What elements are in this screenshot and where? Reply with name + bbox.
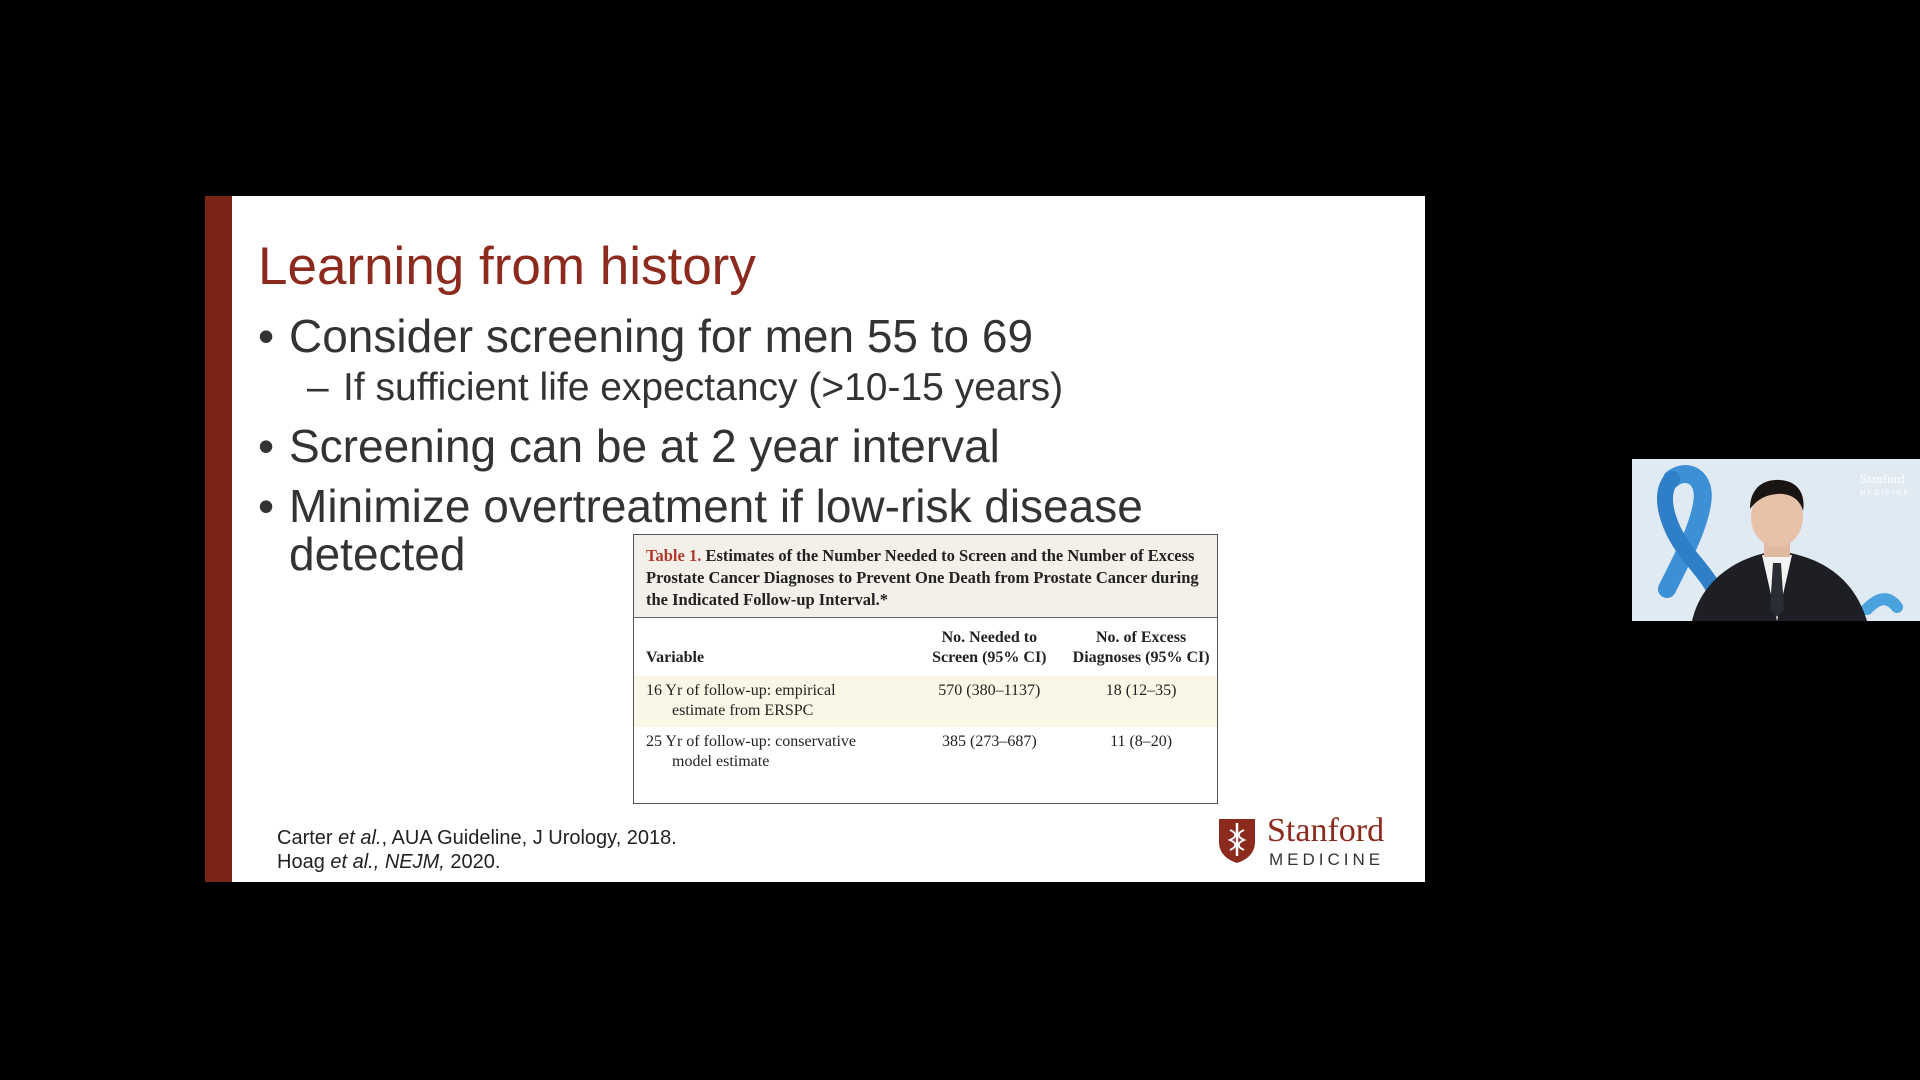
webcam-logo-subtitle: MEDICINE <box>1859 490 1910 497</box>
cell-excess: 18 (12–35) <box>1065 676 1217 727</box>
cell-nns: 570 (380–1137) <box>913 676 1065 727</box>
bullet-item: • Minimize overtreatment if low-risk disease detected <box>258 482 1229 578</box>
citation-author: Carter <box>277 827 333 849</box>
presentation-slide <box>205 196 1425 882</box>
table-caption-text: Estimates of the Number Needed to Screen and the Number of Excess Prostate Cancer Diagnoses to Prevent One Death from Prostate Cancer during the Indicated Follow-up Interval.* <box>646 546 1199 609</box>
cell-nns: 385 (273–687) <box>942 733 1037 750</box>
bullet-item: • Screening can be at 2 year interval <box>258 422 1358 470</box>
citation-line <box>277 826 677 850</box>
table-caption <box>634 535 1217 618</box>
citation-etal-journal: et al., NEJM, <box>330 851 445 873</box>
citations <box>277 826 677 874</box>
col-header-nns: No. Needed to Screen (95% CI) <box>932 629 1047 666</box>
logo-name: Stanford <box>1267 812 1385 849</box>
webcam-logo-name: Stanford <box>1859 471 1905 486</box>
table-row <box>634 727 1217 778</box>
table-row <box>634 676 1217 727</box>
citation-rest: , AUA Guideline, J Urology, 2018. <box>381 827 677 849</box>
slide-title: Learning from history <box>258 237 756 296</box>
citation-line <box>277 850 677 874</box>
variable-line1: 16 Yr of follow-up: empirical <box>646 682 836 699</box>
slide-accent-bar <box>205 196 232 882</box>
variable-line2: model estimate <box>672 753 770 770</box>
data-table <box>634 618 1217 778</box>
bullet-item: • Consider screening for men 55 to 69 <box>258 312 1358 360</box>
webcam-feed <box>1632 459 1920 621</box>
stanford-medicine-logo <box>1216 812 1406 869</box>
sub-bullet-item: – If sufficient life expectancy (>10-15 years) <box>258 366 1358 410</box>
nejm-table <box>633 534 1218 804</box>
cell-excess: 11 (8–20) <box>1110 733 1173 750</box>
col-header-excess: No. of Excess Diagnoses (95% CI) <box>1072 629 1210 666</box>
webcam-logo <box>1860 473 1910 500</box>
logo-subtitle: MEDICINE <box>1269 850 1385 869</box>
cell-variable <box>634 727 913 778</box>
citation-etal: et al. <box>338 827 382 849</box>
citation-rest: 2020. <box>444 851 501 873</box>
table-label: Table 1. <box>646 546 702 565</box>
shield-icon <box>1216 816 1258 864</box>
citation-author: Hoag <box>277 851 325 873</box>
cell-variable <box>634 676 913 727</box>
col-header-variable: Variable <box>646 649 705 666</box>
variable-line1: 25 Yr of follow-up: conservative <box>646 733 857 750</box>
variable-line2: estimate from ERSPC <box>672 702 814 719</box>
